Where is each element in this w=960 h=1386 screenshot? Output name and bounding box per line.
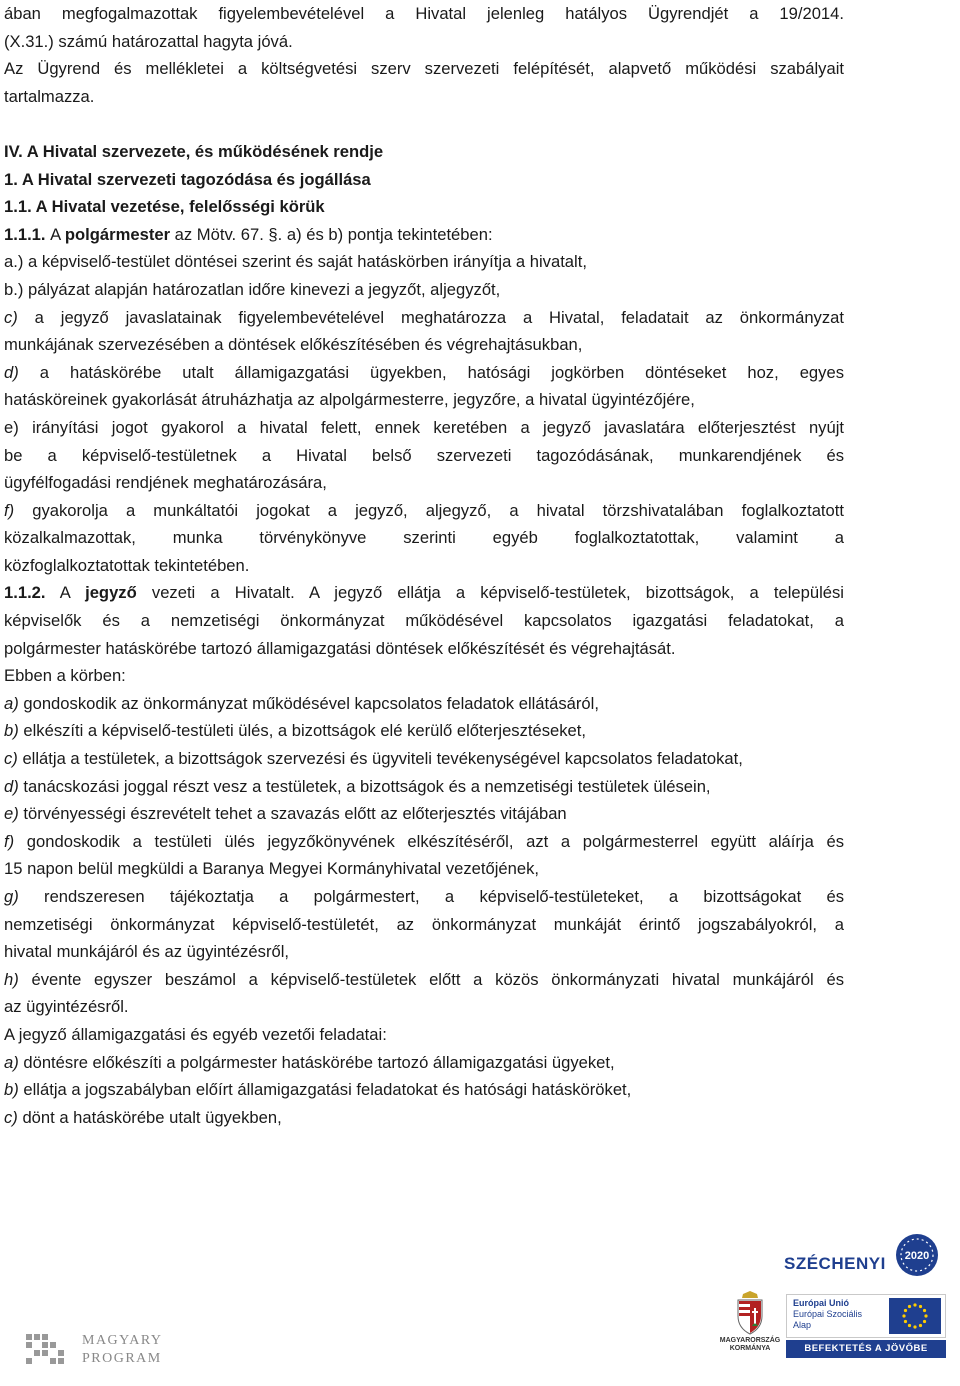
text-run: f): [4, 831, 15, 851]
magyary-line1: MAGYARY: [82, 1333, 163, 1348]
text-line: [4, 745, 844, 773]
text-line: [4, 0, 844, 28]
text-line: [4, 773, 844, 801]
text-run: 1.1.1.: [4, 224, 51, 244]
eu-star: [919, 1324, 922, 1327]
document-body: [4, 0, 844, 1131]
szechenyi-text: SZÉCHENYI: [784, 1254, 886, 1273]
text-line: [4, 414, 844, 442]
eu-line3: Alap: [793, 1320, 812, 1330]
text-line: [4, 359, 844, 387]
kormany-line1: MAGYARORSZÁG: [719, 1337, 781, 1344]
text-run: 1.1.2.: [4, 583, 46, 603]
eu-star: [913, 1325, 916, 1328]
text-run: gondoskodik a testületi ülés jegyzőkönyvének elkészítéséről, azt a polgármesterrel együtt aláírja és: [14, 831, 844, 851]
text-run: Ebben a körben:: [4, 666, 126, 686]
text-run: ában megfogalmazottak figyelembevételével a Hivatal jelenleg hatályos Ügyrendjét a 19/2014.: [4, 4, 844, 23]
text-line: [4, 469, 844, 497]
text-run: képviselők és a nemzetiségi önkormányzat működésével kapcsolatos igazgatási feladatokat, a: [4, 611, 844, 631]
text-run: 1.1. A Hivatal vezetése, felelősségi körük: [4, 197, 325, 217]
government-coat-of-arms-logo: [718, 1290, 782, 1362]
eu-star: [908, 1305, 911, 1308]
magyary-emblem-icon: [18, 1328, 74, 1374]
kormany-line2: KORMÁNYA: [729, 1345, 771, 1352]
text-line: [4, 800, 844, 828]
text-run: a.) a képviselő-testület döntései szerint és saját hatáskörben irányítja a hivatalt,: [4, 252, 587, 272]
text-run: döntésre előkészíti a polgármester hatáskörébe tartozó államigazgatási ügyeket,: [18, 1052, 615, 1072]
eu-line2: Európai Szociális: [793, 1309, 863, 1319]
text-line: [4, 1049, 844, 1077]
text-run: ellátja a jogszabályban előírt államigazgatási feladatokat és hatósági hatásköröket,: [18, 1080, 632, 1100]
text-line: [4, 855, 844, 883]
text-run: c): [4, 749, 18, 769]
text-line: [4, 497, 844, 525]
text-run: A jegyző államigazgatási és egyéb vezetői feladatai:: [4, 1024, 387, 1044]
text-run: IV. A Hivatal szervezete, és működésének rendje: [4, 141, 384, 161]
text-line: [4, 83, 844, 111]
text-run: dönt a hatáskörébe utalt ügyekben,: [17, 1107, 282, 1127]
eu-star: [924, 1314, 927, 1317]
text-line: [4, 166, 844, 194]
text-line: [4, 442, 844, 470]
text-line: [4, 386, 844, 414]
text-run: közfoglalkoztatottak tekintetében.: [4, 555, 250, 575]
text-line: [4, 1104, 844, 1132]
eu-star: [919, 1305, 922, 1308]
text-run: e) irányítási jogot gyakorol a hivatal felett, ennek keretében a jegyző javaslatára előterjesztést nyújt: [4, 417, 844, 437]
text-run: be a képviselő-testületnek a Hivatal belső szervezeti tagozódásának, munkarendjének és: [4, 445, 844, 465]
text-run: rendszeresen tájékoztatja a polgármestert, a képviselő-testületeket, a bizottságokat és: [18, 887, 844, 906]
eu-flag-box: [786, 1294, 946, 1338]
text-run: vezeti a Hivatalt. A jegyző ellátja a képviselő-testületek, bizottságok, a települési: [136, 583, 844, 603]
text-line: [4, 579, 844, 607]
text-line: [4, 993, 844, 1021]
text-run: e): [4, 804, 19, 824]
eu-star: [904, 1320, 907, 1323]
text-line: [4, 828, 844, 856]
eu-star: [902, 1314, 905, 1317]
text-line: [4, 524, 844, 552]
text-run: közalkalmazottak, munka törvénykönyve szerinti egyéb foglalkoztatottak, valamint a: [4, 528, 844, 548]
text-line: [4, 662, 844, 690]
text-line: [4, 331, 844, 359]
text-run: b): [4, 721, 19, 741]
eu-star: [913, 1303, 916, 1306]
text-line: [4, 966, 844, 994]
szechenyi-circle-icon: [894, 1232, 940, 1278]
text-run: az ügyintézésről.: [4, 997, 129, 1017]
text-run: munkájának szervezésében a döntések előkészítésében és végrehajtásukban,: [4, 335, 583, 355]
text-run: 1. A Hivatal szervezeti tagozódása és jogállása: [4, 169, 371, 189]
text-run: polgármester hatáskörébe tartozó államigazgatási döntések előkészítését és végrehajtását.: [4, 638, 676, 658]
text-run: a jegyző javaslatainak figyelembevételével meghatározza a Hivatal, feladatait az önkormányzat: [17, 307, 844, 327]
text-line: [4, 717, 844, 745]
text-run: évente egyszer beszámol a képviselő-testületek előtt a közös önkormányzati hivatal munkájáról és: [18, 969, 844, 989]
eu-star: [908, 1324, 911, 1327]
text-line: [4, 690, 844, 718]
text-line: [4, 552, 844, 580]
eu-star: [904, 1309, 907, 1312]
text-line: [4, 221, 844, 249]
text-run: g): [4, 887, 19, 906]
text-run: nemzetiségi önkormányzat képviselő-testületét, az önkormányzat munkáját érintő jogszabályokról, a: [4, 914, 844, 934]
text-line: [4, 938, 844, 966]
coat-of-arms-icon: [730, 1290, 770, 1336]
text-run: c): [4, 1107, 18, 1127]
text-line: [4, 276, 844, 304]
magyary-program-logo: [18, 1328, 168, 1378]
text-run: törvényességi észrevételt tehet a szavazás előtt az előterjesztés vitájában: [18, 804, 567, 824]
text-line: [4, 304, 844, 332]
text-line: [4, 110, 844, 138]
text-run: hatásköreinek gyakorlását átruházhatja az alpolgármesterre, jegyzőre, a hivatal ügyintézőjére,: [4, 390, 695, 410]
text-run: A: [45, 583, 86, 603]
eu-star: [923, 1309, 926, 1312]
text-line: [4, 55, 844, 83]
text-line: [4, 248, 844, 276]
text-run: 15 napon belül megküldi a Baranya Megyei Kormányhivatal vezetőjének,: [4, 859, 540, 879]
magyary-line2: PROGRAM: [82, 1351, 162, 1366]
text-line: [4, 138, 844, 166]
text-run: tartalmazza.: [4, 86, 95, 106]
text-run: jegyző: [85, 583, 137, 603]
eu-star: [923, 1320, 926, 1323]
text-run: d): [4, 776, 19, 796]
text-run: elkészíti a képviselő-testületi ülés, a bizottságok elé kerülő előterjesztéseket,: [18, 721, 587, 741]
text-run: A: [50, 224, 65, 244]
text-run: a): [4, 693, 19, 713]
text-run: f): [4, 500, 15, 520]
eu-esf-logo: [786, 1294, 946, 1366]
text-run: Az Ügyrend és mellékletei a költségvetési szerv szervezeti felépítését, alapvető működési szabályait: [4, 59, 844, 79]
text-line: [4, 911, 844, 939]
text-run: ügyfélfogadási rendjének meghatározására,: [4, 473, 327, 493]
text-line: [4, 28, 844, 56]
eu-flag-icon: [889, 1298, 941, 1334]
text-run: gyakorolja a munkáltatói jogokat a jegyző, aljegyző, a hivatal törzshivatalában foglalkoztatott: [14, 500, 844, 520]
text-run: tanácskozási joggal részt vesz a testületek, a bizottságok és a nemzetiségi testületek ülésein,: [18, 776, 711, 796]
text-line: [4, 1076, 844, 1104]
eu-line1: Európai Unió: [793, 1298, 849, 1308]
szechenyi-2020-logo: [784, 1230, 944, 1280]
text-run: a hatáskörébe utalt államigazgatási ügyekben, hatósági jogkörben döntéseket hoz, egyes: [18, 362, 844, 382]
text-run: a): [4, 1052, 19, 1072]
text-run: hivatal munkájáról és az ügyintézésről,: [4, 942, 290, 962]
szechenyi-year: 2020: [904, 1250, 930, 1262]
text-line: [4, 607, 844, 635]
text-line: [4, 883, 844, 911]
text-run: b): [4, 1080, 19, 1100]
text-line: [4, 635, 844, 663]
text-run: b.) pályázat alapján határozatlan időre kinevezi a jegyzőt, aljegyzőt,: [4, 279, 501, 299]
text-run: gondoskodik az önkormányzat működésével kapcsolatos feladatok ellátásáról,: [18, 693, 599, 713]
text-run: az Mötv. 67. §. a) és b) pontja tekintetében:: [170, 224, 493, 244]
text-run: ellátja a testületek, a bizottságok szervezési és ügyviteli tevékenységével kapcsolatos feladatokat,: [17, 749, 743, 769]
text-run: c): [4, 307, 18, 327]
text-line: [4, 1021, 844, 1049]
eu-slogan-band: BEFEKTETÉS A JÖVŐBE: [786, 1340, 946, 1358]
text-run: polgármester: [64, 224, 171, 244]
text-run: h): [4, 969, 19, 989]
text-line: [4, 193, 844, 221]
text-run: d): [4, 362, 19, 382]
text-run: (X.31.) számú határozattal hagyta jóvá.: [4, 31, 293, 51]
